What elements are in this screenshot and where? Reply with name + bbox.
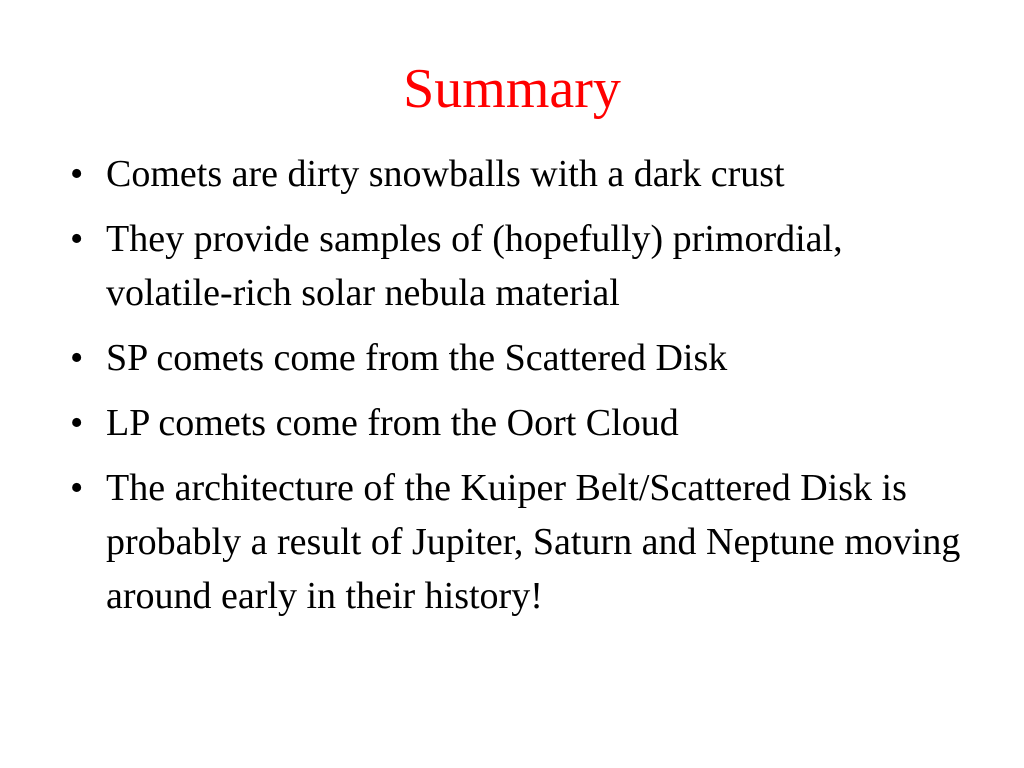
- bullet-item-2: [70, 212, 970, 320]
- bullet-dot-icon: •: [70, 467, 84, 509]
- bullet-item-5: [70, 461, 970, 623]
- bullet-item-3: [70, 331, 970, 385]
- bullet-dot-icon: •: [70, 402, 84, 444]
- bullet-item-4: [70, 396, 970, 450]
- bullet-dot-icon: •: [70, 218, 84, 260]
- bullet-list: [70, 147, 970, 634]
- bullet-text: SP comets come from the Scattered Disk: [106, 337, 728, 379]
- bullet-item-1: [70, 147, 970, 201]
- bullet-dot-icon: •: [70, 337, 84, 379]
- bullet-text: The architecture of the Kuiper Belt/Scattered Disk is probably a result of Jupiter, Saturn and Neptune moving around early in their history!: [106, 467, 961, 617]
- bullet-text: Comets are dirty snowballs with a dark crust: [106, 153, 785, 195]
- bullet-dot-icon: •: [70, 153, 84, 195]
- bullet-text: LP comets come from the Oort Cloud: [106, 402, 679, 444]
- slide-title: Summary: [403, 58, 621, 120]
- bullet-text: They provide samples of (hopefully) primordial, volatile-rich solar nebula material: [106, 218, 843, 314]
